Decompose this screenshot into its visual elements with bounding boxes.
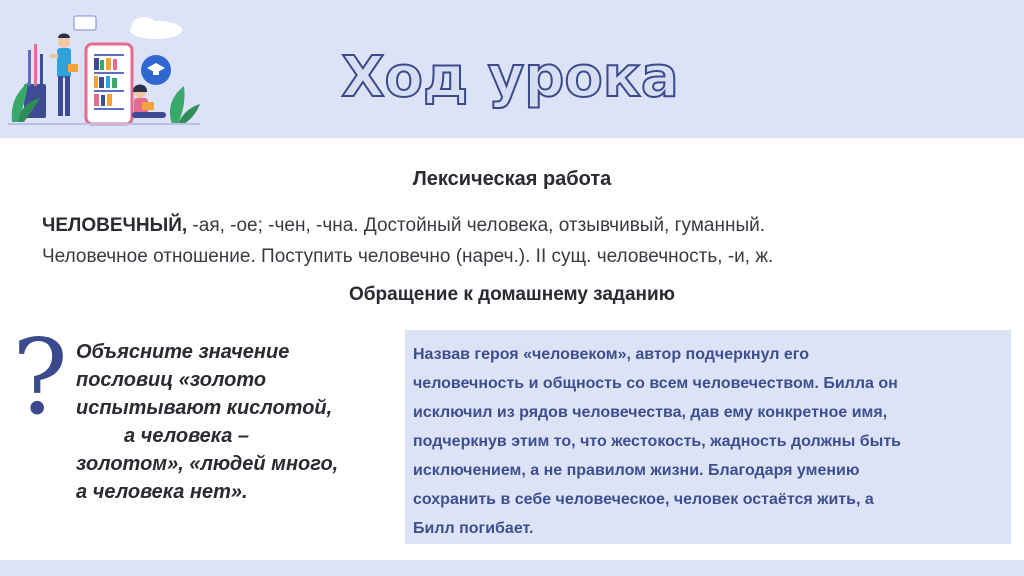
definition-line-1 xyxy=(42,210,1002,241)
answer-line: Назвав героя «человеком», автор подчеркнул его xyxy=(413,346,809,363)
lexical-work-heading: Лексическая работа xyxy=(412,168,612,190)
proverb-line-indented xyxy=(76,422,396,450)
proverb-line: золотом», «людей много, xyxy=(76,453,339,475)
answer-line: человечность и общность со всем человечеством. Билла он xyxy=(413,375,898,392)
answer-box xyxy=(405,330,1011,544)
answer-line: Билл погибает. xyxy=(413,520,534,537)
proverb-line: а человека – xyxy=(124,425,249,447)
proverb-line: пословиц «золото xyxy=(76,369,267,391)
answer-line: сохранить в себе человеческое, человек остаётся жить, а xyxy=(413,491,874,508)
headword: ЧЕЛОВЕЧНЫЙ, xyxy=(42,215,188,236)
proverb-line: Объясните значение xyxy=(76,341,290,363)
answer-line: исключил из рядов человечества, дав ему конкретное имя, xyxy=(413,404,888,421)
definition-text-1: -ая, -ое; -чен, -чна. Достойный человека, отзывчивый, гуманный. xyxy=(187,215,765,236)
answer-line: исключением, а не правилом жизни. Благодаря умению xyxy=(413,462,860,479)
headword-definition xyxy=(42,210,1002,272)
proverb-line: испытывают кислотой, xyxy=(76,397,333,419)
proverb-line: а человека нет». xyxy=(76,481,248,503)
answer-text xyxy=(413,340,1005,543)
teacher-reading-illustration xyxy=(6,10,202,126)
answer-line: подчеркнув этим то, что жестокость, жадность должны быть xyxy=(413,433,901,450)
slide-title: Ход урока xyxy=(341,45,679,110)
definition-line-2: Человечное отношение. Поступить человечно (нареч.). II сущ. человечность, -и, ж. xyxy=(42,246,774,267)
footer-band xyxy=(0,560,1024,576)
question-mark-icon: ? xyxy=(12,316,68,438)
proverb-task xyxy=(76,338,396,506)
homework-heading: Обращение к домашнему заданию xyxy=(349,284,675,305)
